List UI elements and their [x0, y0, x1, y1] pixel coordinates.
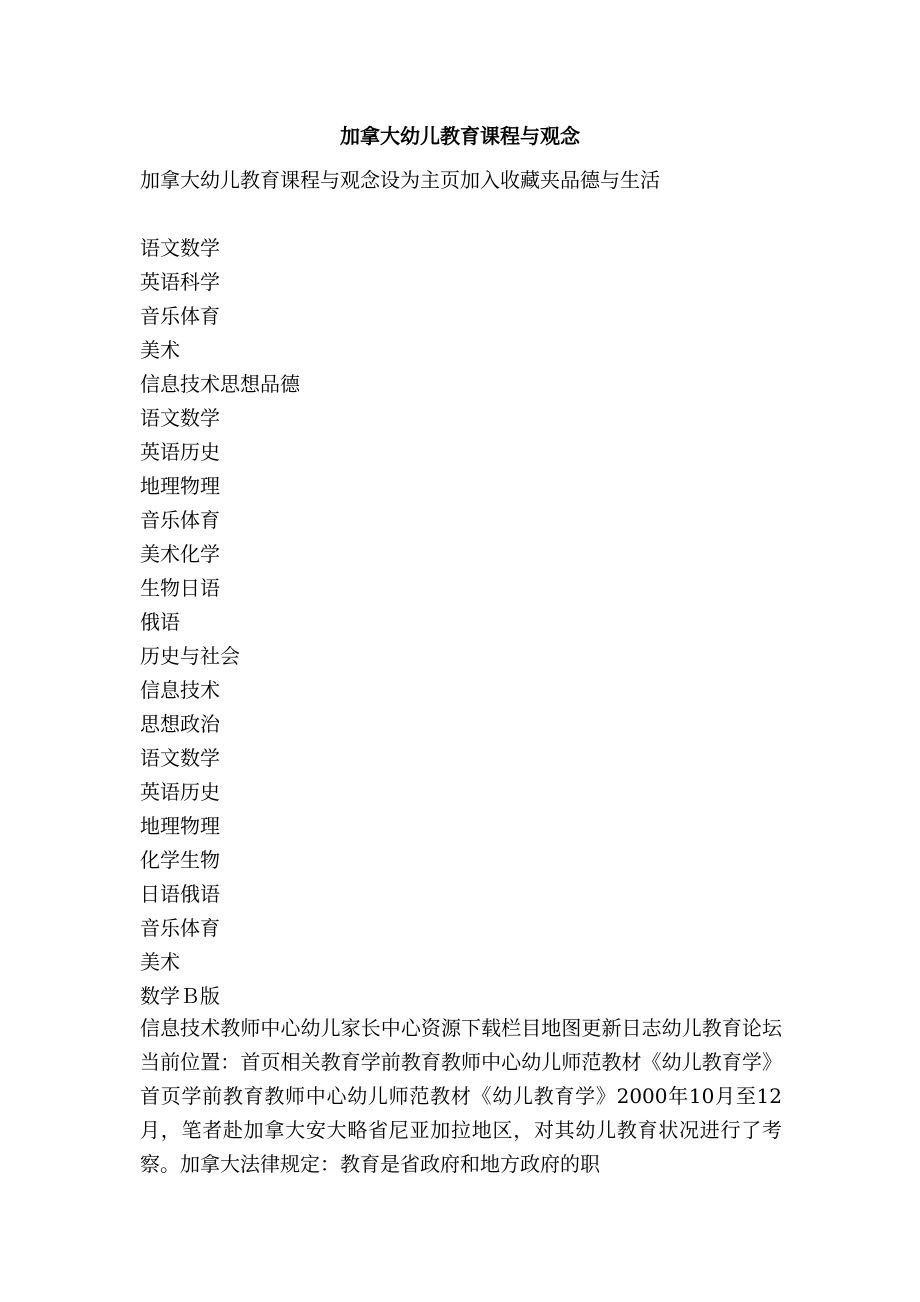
- subject-item: 地理物理: [140, 814, 220, 838]
- subject-item: 语文数学: [140, 236, 220, 260]
- subject-item: 音乐体育: [140, 508, 220, 532]
- subject-item: 音乐体育: [140, 304, 220, 328]
- subject-item: 语文数学: [140, 406, 220, 430]
- document-subtitle: 加拿大幼儿教育课程与观念设为主页加入收藏夹品德与生活: [140, 168, 660, 192]
- subject-item: 语文数学: [140, 746, 220, 770]
- subject-item: 地理物理: [140, 474, 220, 498]
- subject-item: 美术: [140, 950, 180, 974]
- subject-item: 英语历史: [140, 440, 220, 464]
- subject-item: 数学Ｂ版: [140, 984, 220, 1008]
- subject-item: 英语科学: [140, 270, 220, 294]
- subject-item: 俄语: [140, 610, 180, 634]
- subject-item: 生物日语: [140, 576, 220, 600]
- subject-item: 信息技术: [140, 678, 220, 702]
- subject-item: 信息技术思想品德: [140, 372, 300, 396]
- subject-item: 思想政治: [140, 712, 220, 736]
- subject-item: 美术化学: [140, 542, 220, 566]
- subject-item: 历史与社会: [140, 644, 240, 668]
- subject-item: 音乐体育: [140, 916, 220, 940]
- document-title: 加拿大幼儿教育课程与观念: [340, 124, 580, 148]
- subject-list: [140, 231, 800, 1013]
- subject-item: 化学生物: [140, 848, 220, 872]
- subject-item: 美术: [140, 338, 180, 362]
- subject-item: 英语历史: [140, 780, 220, 804]
- subject-item: 日语俄语: [140, 882, 220, 906]
- body-paragraph: 信息技术教师中心幼儿家长中心资源下载栏目地图更新日志幼儿教育论坛当前位置：首页相关教育学前教育教师中心幼儿师范教材《幼儿教育学》首页学前教育教师中心幼儿师范教材《幼儿教育学》2000年10月至12月，笔者赴加拿大安大略省尼亚加拉地区，对其幼儿教育状况进行了考察。加拿大法律规定：教育是省政府和地方政府的职: [140, 1016, 782, 1176]
